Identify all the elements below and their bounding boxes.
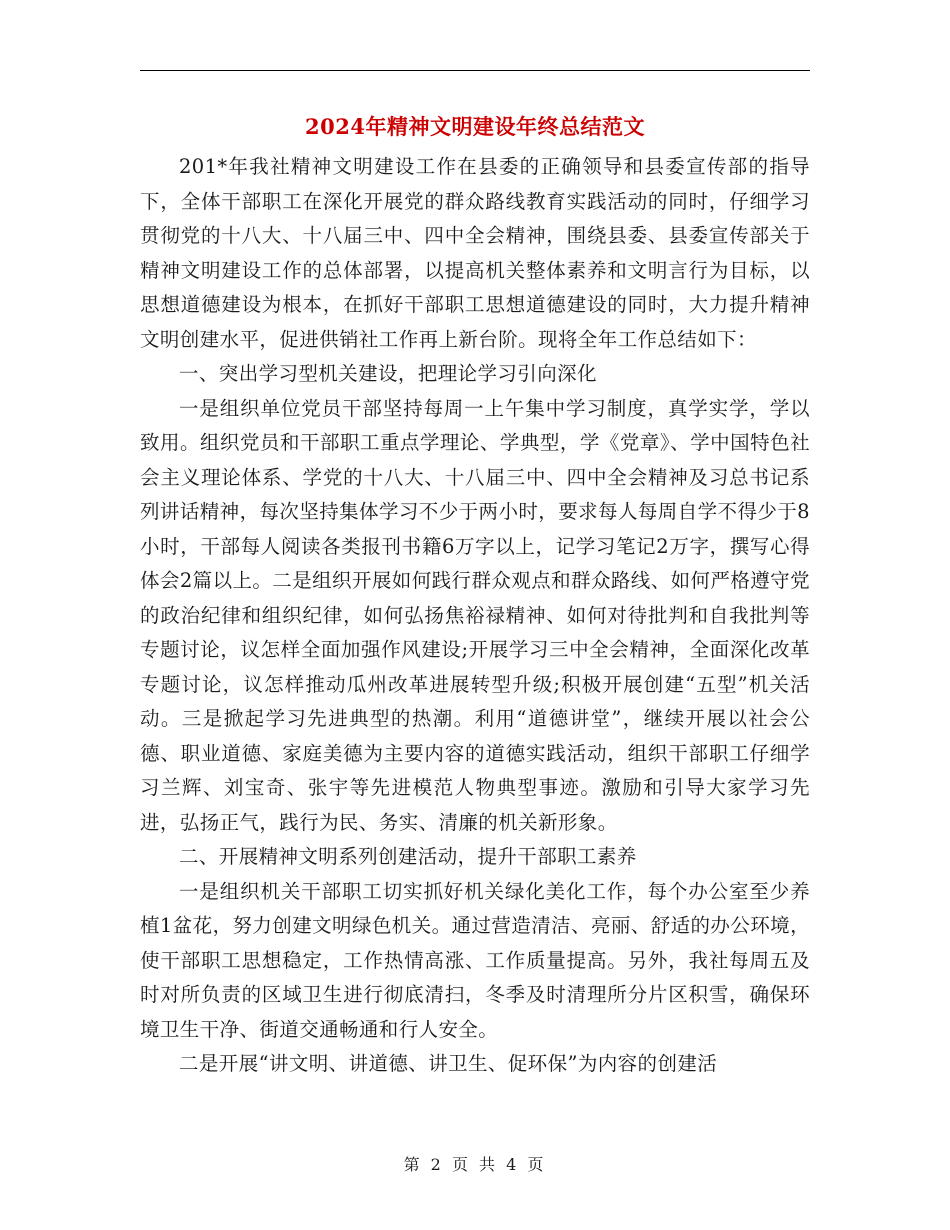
paragraph-section-2: 一是组织机关干部职工切实抓好机关绿化美化工作，每个办公室至少养植1盆花，努力创建文明绿色机关。通过营造清洁、亮丽、舒适的办公环境，使干部职工思想稳定，工作热情高涨、工作质量提高。另外，我社每周五及时对所负责的区域卫生进行彻底清扫，冬季及时清理所分片区积雪，确保环境卫生干净、街道交通畅通和行人安全。 [140, 879, 810, 1041]
section-heading-1: 一、突出学习型机关建设，把理论学习引向深化 [179, 362, 597, 385]
page-number-footer: 第 2 页 共 4 页 [403, 1155, 547, 1174]
paragraph-section-2-continued: 二是开展“讲文明、讲道德、讲卫生、促环保”为内容的创建活 [179, 1052, 718, 1075]
header-rule [140, 70, 810, 71]
document-body [140, 150, 810, 1082]
section-heading-2: 二、开展精神文明系列创建活动，提升干部职工素养 [179, 845, 637, 868]
paragraph-intro: 201*年我社精神文明建设工作在县委的正确领导和县委宣传部的指导下，全体干部职工在深化开展党的群众路线教育实践活动的同时，仔细学习贯彻党的十八大、十八届三中、四中全会精神，围绕县委、县委宣传部关于精神文明建设工作的总体部署，以提高机关整体素养和文明言行为目标，以思想道德建设为根本，在抓好干部职工思想道德建设的同时，大力提升精神文明创建水平，促进供销社工作再上新台阶。现将全年工作总结如下： [140, 155, 810, 351]
paragraph-section-1: 一是组织单位党员干部坚持每周一上午集中学习制度，真学实学，学以致用。组织党员和干部职工重点学理论、学典型，学《党章》、学中国特色社会主义理论体系、学党的十八大、十八届三中、四中全会精神及习总书记系列讲话精神，每次坚持集体学习不少于两小时，要求每人每周自学不得少于8小时，干部每人阅读各类报刊书籍6万字以上，记学习笔记2万字，撰写心得体会2篇以上。二是组织开展如何践行群众观点和群众路线、如何严格遵守党的政治纪律和组织纪律，如何弘扬焦裕禄精神、如何对待批判和自我批判等专题讨论，议怎样全面加强作风建设;开展学习三中全会精神，全面深化改革专题讨论，议怎样推动瓜州改革进展转型升级;积极开展创建“五型”机关活动。三是掀起学习先进典型的热潮。利用“道德讲堂”，继续开展以社会公德、职业道德、家庭美德为主要内容的道德实践活动，组织干部职工仔细学习兰辉、刘宝奇、张宇等先进模范人物典型事迹。激励和引导大家学习先进，弘扬正气，践行为民、务实、清廉的机关新形象。 [140, 396, 810, 834]
document-title: 2024年精神文明建设年终总结范文 [305, 114, 645, 139]
